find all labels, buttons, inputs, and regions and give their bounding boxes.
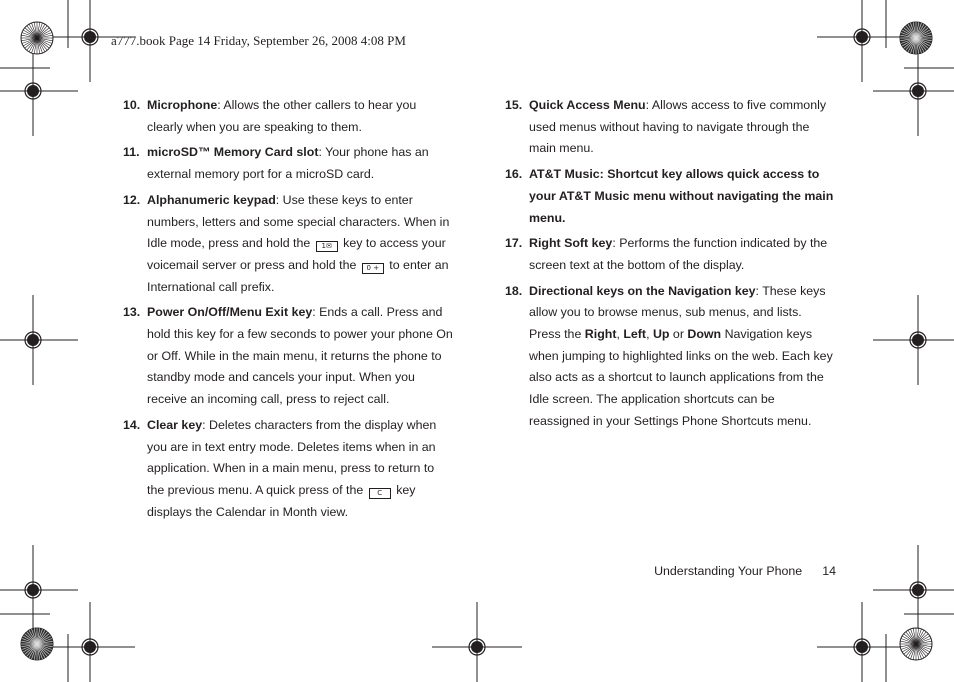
print-header: a777.book Page 14 Friday, September 26, 2008 4:08 PM [111, 33, 406, 48]
voicemail-key-icon: 1✉ [316, 241, 338, 252]
item-number: 15. [505, 98, 523, 112]
item-title: Right Soft key [529, 236, 613, 251]
crosshair-mark-icon [45, 602, 135, 682]
item-number: 13. [123, 305, 141, 320]
item-text: : Your phone has an external memory port for a microSD card. [147, 145, 429, 182]
item-number: 17. [505, 236, 523, 251]
starburst-mark-icon [900, 22, 932, 54]
separator: or [669, 327, 688, 342]
crosshair-mark-icon [432, 602, 522, 682]
item-text: : Allows the other callers to hear you clearly when you are speaking to them. [147, 98, 417, 134]
item-number: 10. [123, 98, 141, 112]
crosshair-mark-icon [45, 0, 135, 82]
crosshair-mark-icon [817, 602, 907, 682]
crosshair-mark-icon [0, 46, 78, 136]
item-text: : Performs the function indicated by the screen text at the bottom of the display. [529, 236, 828, 272]
item-text: : These keys allow you to browse menus, sub menus, and lists. Press the [529, 283, 826, 342]
key-left-label: Left [623, 327, 647, 342]
item-number: 14. [123, 417, 141, 432]
footer-section: Understanding Your Phone [654, 564, 803, 578]
crosshair-mark-icon [873, 545, 954, 635]
item-title: Quick Access Menu [529, 98, 646, 112]
item-title: microSD™ Memory Card slot [147, 145, 319, 160]
separator: , [616, 327, 624, 342]
item-number: 18. [505, 283, 523, 298]
item-title: Power On/Off/Menu Exit key [147, 305, 313, 320]
item-title: Directional keys on the Navigation key [529, 283, 756, 298]
key-right-label: Right [584, 327, 617, 342]
zero-plus-key-icon: 0 + [362, 263, 384, 274]
item-title: Microphone [147, 98, 218, 112]
page-number: 14 [822, 564, 836, 578]
item-number: 16. [505, 167, 523, 182]
starburst-mark-icon [900, 628, 932, 660]
clear-key-icon: C [369, 488, 391, 499]
item-title: Alphanumeric keypad [147, 192, 276, 207]
separator: , [646, 327, 653, 342]
crosshair-mark-icon [873, 295, 954, 385]
item-text: : Deletes characters from the display when you are in text entry mode. Deletes items when in an application. When in a main menu, press to return to the previous menu. A quick press of the [147, 417, 437, 497]
crosshair-mark-icon [873, 46, 954, 136]
crosshair-mark-icon [817, 0, 907, 82]
item-title: Clear key [147, 417, 203, 432]
item-text-end: Navigation keys when jumping to highlighted links on the web. Each key also acts as a shortcut to launch applications from the Idle screen. The application shortcuts can be reassigned in your Settings Phone Shortcuts menu. [529, 327, 833, 428]
item-number: 11. [123, 145, 140, 160]
item-number: 12. [123, 192, 141, 207]
starburst-mark-icon [21, 22, 53, 54]
crosshair-mark-icon [0, 545, 78, 635]
item-title: AT&T Music: Shortcut key allows quick access to your AT&T Music menu without navigating the main menu. [529, 167, 834, 225]
item-text-cont: key to access your voicemail server or press and hold the [147, 236, 446, 272]
key-up-label: Up [652, 327, 670, 342]
key-down-label: Down [687, 327, 722, 342]
item-text: : Ends a call. Press and hold this key for a few seconds to power your phone On or Off. While in the main menu, it returns the phone to standby mode and cancels your input. When you receive an incoming call, press to reject call. [147, 305, 453, 407]
item-text-end: to enter an International call prefix. [147, 257, 449, 294]
starburst-mark-icon [21, 628, 53, 660]
item-text: : Allows access to five commonly used menus without having to navigate through the main menu. [529, 98, 827, 156]
item-text-end: key displays the Calendar in Month view. [147, 482, 416, 519]
crosshair-mark-icon [0, 295, 78, 385]
item-text: : Use these keys to enter numbers, letters and some special characters. When in Idle mode, press and hold the [147, 192, 450, 251]
